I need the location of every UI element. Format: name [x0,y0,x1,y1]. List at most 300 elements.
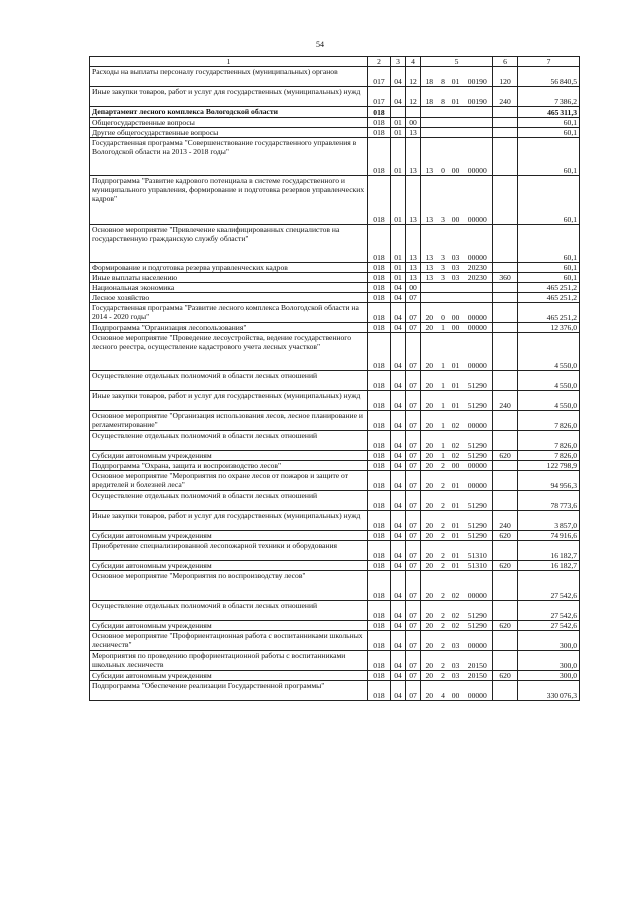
program-code: 20 [421,451,438,461]
table-row [90,333,580,371]
table-row [90,461,580,471]
ved-code: 018 [368,511,391,531]
subprogram-code: 4 [438,681,449,701]
subsection-code: 13 [406,138,421,176]
subsection-code: 07 [406,681,421,701]
direction-code: 00000 [463,333,493,371]
subprogram-code [438,118,449,128]
amount: 27 542,6 [518,601,580,621]
expense-type-code: 120 [493,67,518,87]
expense-type-code: 620 [493,561,518,571]
program-code: 20 [421,511,438,531]
subsection-code: 07 [406,541,421,561]
amount: 465 251,2 [518,283,580,293]
program-code: 13 [421,273,438,283]
section-code: 01 [391,225,406,263]
program-code [421,293,438,303]
expense-type-code [493,491,518,511]
table-row [90,681,580,701]
header-cell: 4 [406,57,421,67]
direction-code [463,107,493,118]
subprogram-code: 1 [438,371,449,391]
section-code: 04 [391,681,406,701]
direction-code: 00000 [463,631,493,651]
subprogram-code: 3 [438,273,449,283]
section-code: 04 [391,651,406,671]
row-name: Осуществление отдельных полномочий в области лесных отношений [90,601,368,621]
row-name: Другие общегосударственные вопросы [90,128,368,138]
direction-code: 51290 [463,531,493,541]
direction-code: 51290 [463,601,493,621]
table-row [90,87,580,107]
subprogram-code: 1 [438,333,449,371]
ved-code: 018 [368,263,391,273]
program-code: 20 [421,601,438,621]
direction-code: 00000 [463,176,493,225]
section-code: 04 [391,531,406,541]
program-code: 20 [421,681,438,701]
section-code: 04 [391,631,406,651]
subprogram-code: 2 [438,631,449,651]
activity-code: 01 [449,561,463,571]
row-name: Расходы на выплаты персоналу государственных (муниципальных) органов [90,67,368,87]
activity-code: 03 [449,651,463,671]
subsection-code: 07 [406,621,421,631]
row-name: Основное мероприятие "Привлечение квалифицированных специалистов на государственную гражданскую службу области" [90,225,368,263]
row-name: Иные закупки товаров, работ и услуг для государственных (муниципальных) нужд [90,511,368,531]
row-name: Формирование и подготовка резерва управленческих кадров [90,263,368,273]
subsection-code: 13 [406,225,421,263]
expense-type-code [493,138,518,176]
activity-code: 01 [449,391,463,411]
program-code: 20 [421,531,438,541]
direction-code: 00000 [463,571,493,601]
ved-code: 018 [368,461,391,471]
direction-code: 20150 [463,671,493,681]
table-row [90,601,580,621]
ved-code: 018 [368,283,391,293]
direction-code: 51310 [463,561,493,571]
subsection-code: 07 [406,303,421,323]
expense-type-code: 240 [493,511,518,531]
activity-code: 01 [449,371,463,391]
section-code: 04 [391,601,406,621]
expense-type-code: 240 [493,87,518,107]
amount: 300,0 [518,671,580,681]
subsection-code: 07 [406,511,421,531]
activity-code: 02 [449,601,463,621]
expense-type-code [493,128,518,138]
amount: 16 182,7 [518,561,580,571]
expense-type-code [493,651,518,671]
section-code: 04 [391,411,406,431]
subprogram-code: 1 [438,451,449,461]
row-name: Подпрограмма "Организация лесопользования" [90,323,368,333]
subprogram-code [438,128,449,138]
section-code: 01 [391,273,406,283]
activity-code: 01 [449,531,463,541]
ved-code: 018 [368,333,391,371]
expense-type-code: 360 [493,273,518,283]
program-code [421,283,438,293]
program-code [421,107,438,118]
direction-code: 00000 [463,138,493,176]
row-name: Основное мероприятие "Мероприятия по охране лесов от пожаров и защите от вредителей и болезней леса" [90,471,368,491]
table-row [90,176,580,225]
subsection-code: 07 [406,451,421,461]
budget-table [89,56,580,701]
activity-code [449,107,463,118]
row-name: Мероприятия по проведению профориентационной работы с воспитанниками школьных лесничеств [90,651,368,671]
row-name: Иные закупки товаров, работ и услуг для государственных (муниципальных) нужд [90,87,368,107]
ved-code: 018 [368,571,391,601]
amount: 78 773,6 [518,491,580,511]
expense-type-code: 620 [493,531,518,541]
subprogram-code: 1 [438,431,449,451]
program-code: 20 [421,651,438,671]
ved-code: 018 [368,671,391,681]
table-row [90,491,580,511]
ved-code: 018 [368,491,391,511]
row-name: Осуществление отдельных полномочий в области лесных отношений [90,371,368,391]
program-code: 20 [421,303,438,323]
section-code [391,107,406,118]
subsection-code: 07 [406,671,421,681]
expense-type-code [493,431,518,451]
subsection-code: 13 [406,263,421,273]
table-row [90,471,580,491]
subsection-code: 07 [406,471,421,491]
ved-code: 018 [368,451,391,461]
row-name: Иные выплаты населению [90,273,368,283]
section-code: 04 [391,283,406,293]
row-name: Субсидии автономным учреждениям [90,621,368,631]
activity-code: 01 [449,541,463,561]
section-code: 04 [391,451,406,461]
section-code: 04 [391,323,406,333]
subsection-code: 07 [406,371,421,391]
amount: 4 550,0 [518,391,580,411]
program-code: 13 [421,176,438,225]
amount: 7 826,0 [518,451,580,461]
table-row [90,323,580,333]
row-name: Субсидии автономным учреждениям [90,561,368,571]
amount: 60,1 [518,138,580,176]
activity-code [449,283,463,293]
row-name: Департамент лесного комплекса Вологодской области [90,107,368,118]
expense-type-code [493,323,518,333]
expense-type-code [493,333,518,371]
amount: 300,0 [518,651,580,671]
expense-type-code [493,571,518,601]
section-code: 04 [391,621,406,631]
subprogram-code [438,283,449,293]
ved-code: 018 [368,371,391,391]
amount: 60,1 [518,176,580,225]
subsection-code: 00 [406,283,421,293]
table-row [90,651,580,671]
expense-type-code [493,303,518,323]
activity-code: 01 [449,511,463,531]
subsection-code: 00 [406,118,421,128]
section-code: 04 [391,87,406,107]
table-row [90,371,580,391]
direction-code [463,283,493,293]
table-row [90,541,580,561]
activity-code [449,118,463,128]
section-code: 04 [391,391,406,411]
amount: 122 798,9 [518,461,580,471]
activity-code [449,293,463,303]
table-row [90,621,580,631]
direction-code: 51290 [463,491,493,511]
direction-code: 00000 [463,303,493,323]
amount: 7 386,2 [518,87,580,107]
subprogram-code [438,107,449,118]
subprogram-code [438,293,449,303]
program-code: 13 [421,263,438,273]
section-code: 04 [391,671,406,681]
program-code: 20 [421,461,438,471]
amount: 7 826,0 [518,411,580,431]
amount: 300,0 [518,631,580,651]
program-code: 20 [421,371,438,391]
activity-code: 00 [449,461,463,471]
amount: 27 542,6 [518,621,580,631]
row-name: Основное мероприятие "Организация использования лесов, лесное планирование и регламентирование" [90,411,368,431]
section-code: 04 [391,431,406,451]
subprogram-code: 0 [438,138,449,176]
header-cell: 6 [493,57,518,67]
activity-code: 03 [449,671,463,681]
table-row [90,511,580,531]
subprogram-code: 2 [438,471,449,491]
row-name: Приобретение специализированной лесопожарной техники и оборудования [90,541,368,561]
subsection-code: 07 [406,293,421,303]
section-code: 04 [391,293,406,303]
expense-type-code [493,541,518,561]
ved-code: 018 [368,107,391,118]
program-code: 18 [421,67,438,87]
direction-code: 20150 [463,651,493,671]
direction-code: 51290 [463,431,493,451]
expense-type-code [493,461,518,471]
ved-code: 018 [368,681,391,701]
subprogram-code: 2 [438,561,449,571]
section-code: 01 [391,118,406,128]
subprogram-code: 2 [438,491,449,511]
subsection-code: 07 [406,531,421,541]
subprogram-code: 2 [438,511,449,531]
row-name: Осуществление отдельных полномочий в области лесных отношений [90,431,368,451]
subprogram-code: 3 [438,176,449,225]
direction-code: 00000 [463,681,493,701]
row-name: Субсидии автономным учреждениям [90,531,368,541]
ved-code: 018 [368,561,391,571]
activity-code: 01 [449,67,463,87]
subprogram-code: 2 [438,621,449,631]
activity-code: 01 [449,491,463,511]
subprogram-code: 1 [438,411,449,431]
table-header-row [90,57,580,67]
activity-code: 00 [449,138,463,176]
subsection-code: 07 [406,601,421,621]
activity-code: 00 [449,303,463,323]
subsection-code: 13 [406,273,421,283]
expense-type-code [493,601,518,621]
program-code: 20 [421,671,438,681]
table-row [90,411,580,431]
section-code: 04 [391,333,406,371]
activity-code: 01 [449,87,463,107]
ved-code: 018 [368,293,391,303]
table-row [90,293,580,303]
ved-code: 018 [368,621,391,631]
row-name: Государственная программа "Развитие лесного комплекса Вологодской области на 2014 - 2020 годы" [90,303,368,323]
ved-code: 018 [368,651,391,671]
subsection-code: 07 [406,411,421,431]
table-row [90,107,580,118]
expense-type-code: 240 [493,391,518,411]
ved-code: 018 [368,471,391,491]
activity-code: 01 [449,471,463,491]
amount: 94 956,3 [518,471,580,491]
program-code: 18 [421,87,438,107]
expense-type-code: 620 [493,621,518,631]
ved-code: 018 [368,541,391,561]
row-name: Основное мероприятие "Мероприятия по воспроизводству лесов" [90,571,368,601]
program-code: 13 [421,138,438,176]
section-code: 04 [391,461,406,471]
header-cell: 2 [368,57,391,67]
row-name: Национальная экономика [90,283,368,293]
row-name: Лесное хозяйство [90,293,368,303]
program-code: 20 [421,491,438,511]
activity-code: 01 [449,333,463,371]
expense-type-code [493,107,518,118]
direction-code: 00190 [463,87,493,107]
direction-code: 00000 [463,225,493,263]
table-row [90,225,580,263]
section-code: 04 [391,571,406,601]
subprogram-code: 1 [438,323,449,333]
expense-type-code [493,371,518,391]
subsection-code: 12 [406,67,421,87]
section-code: 04 [391,67,406,87]
activity-code: 02 [449,571,463,601]
table-body [90,67,580,701]
section-code: 01 [391,138,406,176]
subsection-code: 07 [406,461,421,471]
subsection-code: 07 [406,431,421,451]
subprogram-code: 2 [438,541,449,561]
table-row [90,451,580,461]
activity-code: 02 [449,411,463,431]
page-number: 54 [316,40,324,49]
amount: 60,1 [518,273,580,283]
program-code: 20 [421,541,438,561]
amount: 465 311,3 [518,107,580,118]
expense-type-code: 620 [493,671,518,681]
amount: 74 916,6 [518,531,580,541]
table-row [90,67,580,87]
ved-code: 018 [368,411,391,431]
activity-code: 02 [449,431,463,451]
direction-code [463,293,493,303]
table-row [90,138,580,176]
direction-code: 20230 [463,273,493,283]
subsection-code: 13 [406,128,421,138]
row-name: Общегосударственные вопросы [90,118,368,128]
program-code: 13 [421,225,438,263]
program-code: 20 [421,391,438,411]
table-row [90,561,580,571]
section-code: 04 [391,471,406,491]
row-name: Основное мероприятие "Профориентационная работа с воспитанниками школьных лесничеств" [90,631,368,651]
ved-code: 018 [368,176,391,225]
ved-code: 018 [368,138,391,176]
expense-type-code [493,118,518,128]
expense-type-code [493,263,518,273]
subsection-code: 07 [406,323,421,333]
section-code: 04 [391,303,406,323]
ved-code: 018 [368,225,391,263]
subsection-code: 13 [406,176,421,225]
row-name: Подпрограмма "Обеспечение реализации Государственной программы" [90,681,368,701]
activity-code: 03 [449,225,463,263]
activity-code: 02 [449,451,463,461]
table-row [90,128,580,138]
program-code: 20 [421,631,438,651]
table-row [90,391,580,411]
direction-code: 00000 [463,461,493,471]
table-row [90,118,580,128]
amount: 60,1 [518,128,580,138]
amount: 7 826,0 [518,431,580,451]
subprogram-code: 8 [438,67,449,87]
subprogram-code: 3 [438,225,449,263]
program-code [421,118,438,128]
ved-code: 017 [368,67,391,87]
subprogram-code: 2 [438,671,449,681]
direction-code: 51290 [463,371,493,391]
subsection-code: 12 [406,87,421,107]
subprogram-code: 2 [438,531,449,541]
section-code: 01 [391,263,406,273]
row-name: Иные закупки товаров, работ и услуг для государственных (муниципальных) нужд [90,391,368,411]
table-row [90,531,580,541]
expense-type-code [493,471,518,491]
amount: 60,1 [518,118,580,128]
ved-code: 018 [368,601,391,621]
program-code: 20 [421,431,438,451]
direction-code: 00190 [463,67,493,87]
direction-code: 51310 [463,541,493,561]
row-name: Подпрограмма "Развитие кадрового потенциала в системе государственного и муниципального управления, формирование и подготовка резервов управленческих кадров" [90,176,368,225]
program-code: 20 [421,621,438,631]
subsection-code: 07 [406,561,421,571]
amount: 4 550,0 [518,371,580,391]
table-row [90,671,580,681]
program-code: 20 [421,571,438,601]
subsection-code: 07 [406,571,421,601]
amount: 60,1 [518,263,580,273]
expense-type-code [493,283,518,293]
header-cell: 7 [518,57,580,67]
ved-code: 018 [368,128,391,138]
direction-code: 51290 [463,511,493,531]
activity-code [449,128,463,138]
